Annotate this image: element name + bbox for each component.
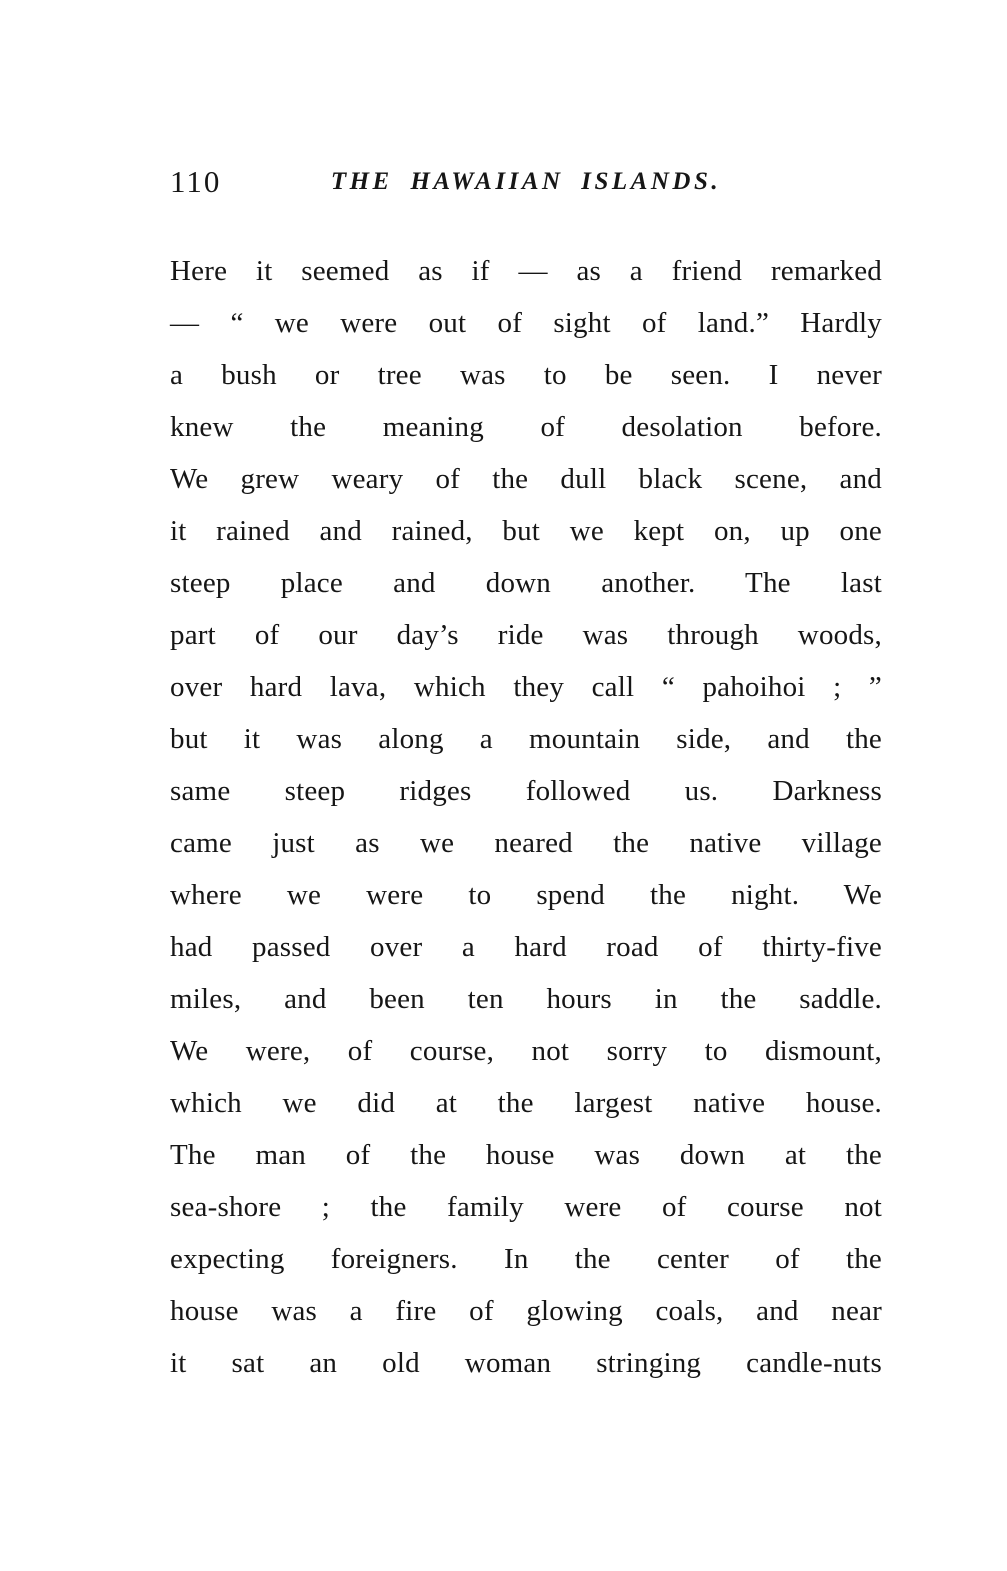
text-line: We grew weary of the dull black scene, and bbox=[170, 463, 882, 495]
text-line: over hard lava, which they call “ pahoihoi ; ” bbox=[170, 671, 882, 703]
text-line: part of our day’s ride was through woods, bbox=[170, 619, 882, 651]
text-line: expecting foreigners. In the center of the bbox=[170, 1243, 882, 1275]
text-line: a bush or tree was to be seen. I never bbox=[170, 359, 882, 391]
text-line: it sat an old woman stringing candle-nuts bbox=[170, 1347, 882, 1379]
text-line: Here it seemed as if — as a friend remarked bbox=[170, 255, 882, 287]
text-line: — “ we were out of sight of land.” Hardly bbox=[170, 307, 882, 339]
text-line: same steep ridges followed us. Darkness bbox=[170, 775, 882, 807]
text-line: knew the meaning of desolation before. bbox=[170, 411, 882, 443]
text-line: which we did at the largest native house. bbox=[170, 1087, 882, 1119]
running-header bbox=[170, 162, 882, 204]
chapter-running-title: THE HAWAIIAN ISLANDS. bbox=[330, 168, 722, 195]
text-line: We were, of course, not sorry to dismount, bbox=[170, 1035, 882, 1067]
text-line: miles, and been ten hours in the saddle. bbox=[170, 983, 882, 1015]
text-line: The man of the house was down at the bbox=[170, 1139, 882, 1171]
text-line: had passed over a hard road of thirty-five bbox=[170, 931, 882, 963]
text-line: came just as we neared the native village bbox=[170, 827, 882, 859]
text-line: it rained and rained, but we kept on, up one bbox=[170, 515, 882, 547]
page-number: 110 bbox=[170, 164, 222, 199]
text-line: steep place and down another. The last bbox=[170, 567, 882, 599]
text-line: but it was along a mountain side, and the bbox=[170, 723, 882, 755]
text-line: sea-shore ; the family were of course not bbox=[170, 1191, 882, 1223]
text-line: where we were to spend the night. We bbox=[170, 879, 882, 911]
text-line: house was a fire of glowing coals, and near bbox=[170, 1295, 882, 1327]
body-text bbox=[170, 245, 882, 1389]
